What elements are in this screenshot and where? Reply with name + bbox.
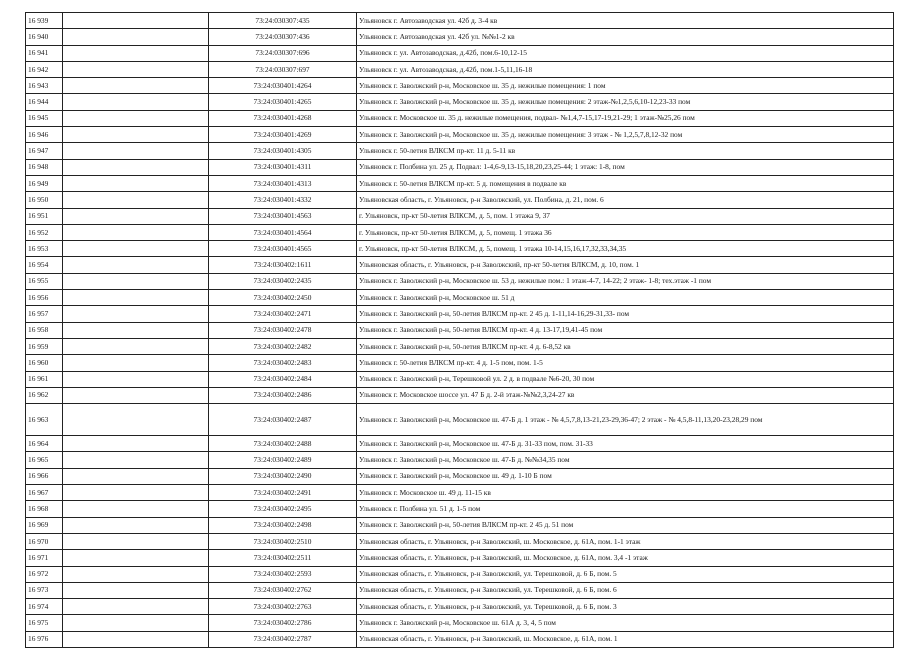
cadastral-number: 73:24:030402:2495 [209, 501, 357, 517]
address: Ульяновск г. ул. Автозаводская, д.42б, пом.1-5,11,16-18 [357, 61, 894, 77]
empty-cell [63, 45, 209, 61]
row-number: 16 945 [26, 110, 63, 126]
address: Ульяновская область, г. Ульяновск, р-н Заволжский, ш. Московское, д. 61А, пом. 1 [357, 631, 894, 647]
address: Ульяновск г. Заволжский р-н, Московское ш. 35 д. нежилые помещения: 2 этаж-№1,2,5,6,10-12,23-33 пом [357, 94, 894, 110]
empty-cell [63, 599, 209, 615]
cadastral-number: 73:24:030402:2491 [209, 485, 357, 501]
row-number: 16 975 [26, 615, 63, 631]
address: Ульяновская область, г. Ульяновск, р-н Заволжский, ул. Полбина, д. 21, пом. 6 [357, 192, 894, 208]
address: Ульяновск г. 50-летия ВЛКСМ пр-кт. 11 д. 5-11 кв [357, 143, 894, 159]
row-number: 16 956 [26, 290, 63, 306]
table-row [26, 501, 894, 517]
row-number: 16 942 [26, 61, 63, 77]
address: Ульяновск г. Московское шоссе ул. 47 Б д. 2-й этаж-№№2,3,24-27 кв [357, 387, 894, 403]
row-number: 16 944 [26, 94, 63, 110]
cadastral-number: 73:24:030307:696 [209, 45, 357, 61]
row-number: 16 966 [26, 468, 63, 484]
cadastral-number: 73:24:030401:4332 [209, 192, 357, 208]
table-row [26, 127, 894, 143]
empty-cell [63, 371, 209, 387]
table-row [26, 175, 894, 191]
cadastral-number: 73:24:030307:697 [209, 61, 357, 77]
table-row [26, 159, 894, 175]
table-row [26, 110, 894, 126]
table-row [26, 290, 894, 306]
cadastral-number: 73:24:030402:1611 [209, 257, 357, 273]
cadastral-number: 73:24:030402:2478 [209, 322, 357, 338]
address: г. Ульяновск, пр-кт 50-летия ВЛКСМ, д. 5, помещ. 1 этажа 10-14,15,16,17,32,33,34,35 [357, 241, 894, 257]
cadastral-number: 73:24:030401:4268 [209, 110, 357, 126]
address: Ульяновская область, г. Ульяновск, р-н Заволжский, ш. Московское, д. 61А, пом. 3,4 -1 этаж [357, 550, 894, 566]
empty-cell [63, 322, 209, 338]
empty-cell [63, 94, 209, 110]
table-row [26, 599, 894, 615]
table-row [26, 78, 894, 94]
empty-cell [63, 192, 209, 208]
cadastral-number: 73:24:030402:2484 [209, 371, 357, 387]
cadastral-number: 73:24:030402:2488 [209, 436, 357, 452]
cadastral-number: 73:24:030402:2487 [209, 404, 357, 436]
empty-cell [63, 550, 209, 566]
table-row [26, 322, 894, 338]
row-number: 16 955 [26, 273, 63, 289]
empty-cell [63, 501, 209, 517]
empty-cell [63, 436, 209, 452]
address: Ульяновск г. ул. Автозаводская, д.42б, пом.6-10,12-15 [357, 45, 894, 61]
table-row [26, 224, 894, 240]
table-row [26, 257, 894, 273]
address: Ульяновск г. 50-летия ВЛКСМ пр-кт. 4 д. 1-5 пом, пом. 1-5 [357, 355, 894, 371]
cadastral-number: 73:24:030402:2593 [209, 566, 357, 582]
cadastral-number: 73:24:030402:2786 [209, 615, 357, 631]
address: Ульяновск г. Заволжский р-н, Московское ш. 35 д. нежилые помещения: 3 этаж - № 1,2,5,7,8,12-32 пом [357, 127, 894, 143]
table-row [26, 29, 894, 45]
cadastral-number: 73:24:030402:2498 [209, 517, 357, 533]
row-number: 16 943 [26, 78, 63, 94]
row-number: 16 948 [26, 159, 63, 175]
address: Ульяновская область, г. Ульяновск, р-н Заволжский, ул. Терешковой, д. 6 Б, пом. 5 [357, 566, 894, 582]
cadastral-number: 73:24:030402:2486 [209, 387, 357, 403]
empty-cell [63, 582, 209, 598]
table-row [26, 192, 894, 208]
cadastral-number: 73:24:030401:4264 [209, 78, 357, 94]
address: Ульяновск г. Заволжский р-н, Московское ш. 47-Б д. №№34,35 пом [357, 452, 894, 468]
cadastral-number: 73:24:030402:2450 [209, 290, 357, 306]
cadastral-number: 73:24:030401:4563 [209, 208, 357, 224]
cadastral-number: 73:24:030401:4313 [209, 175, 357, 191]
cadastral-number: 73:24:030402:2482 [209, 338, 357, 354]
cadastral-number: 73:24:030401:4565 [209, 241, 357, 257]
row-number: 16 954 [26, 257, 63, 273]
empty-cell [63, 29, 209, 45]
cadastral-number: 73:24:030401:4265 [209, 94, 357, 110]
row-number: 16 953 [26, 241, 63, 257]
address: Ульяновск г. Заволжский р-н, Московское ш. 51 д [357, 290, 894, 306]
cadastral-number: 73:24:030402:2510 [209, 533, 357, 549]
address: г. Ульяновск, пр-кт 50-летия ВЛКСМ, д. 5, помещ. 1 этажа 36 [357, 224, 894, 240]
row-number: 16 957 [26, 306, 63, 322]
empty-cell [63, 143, 209, 159]
row-number: 16 941 [26, 45, 63, 61]
empty-cell [63, 290, 209, 306]
table-row [26, 566, 894, 582]
row-number: 16 958 [26, 322, 63, 338]
cadastral-number: 73:24:030402:2435 [209, 273, 357, 289]
cadastral-number: 73:24:030402:2511 [209, 550, 357, 566]
table-row [26, 468, 894, 484]
address: Ульяновск г. Заволжский р-н, Московское ш. 61А д. 3, 4, 5 пом [357, 615, 894, 631]
row-number: 16 963 [26, 404, 63, 436]
cadastral-number: 73:24:030402:2489 [209, 452, 357, 468]
table-row [26, 45, 894, 61]
empty-cell [63, 468, 209, 484]
row-number: 16 949 [26, 175, 63, 191]
address: Ульяновск г. Автозаводская ул. 42б д. 3-4 кв [357, 13, 894, 29]
table-row [26, 306, 894, 322]
row-number: 16 946 [26, 127, 63, 143]
address: Ульяновск г. Заволжский р-н, Московское ш. 49 д. 1-10 Б пом [357, 468, 894, 484]
table-row [26, 94, 894, 110]
address: Ульяновск г. Заволжский р-н, Терешковой ул. 2 д. в подвале №6-20, 30 пом [357, 371, 894, 387]
address: Ульяновск г. Заволжский р-н, Московское ш. 47-Б д. 1 этаж - № 4,5,7,8,13-21,23-29,36-47; 2 этаж - № 4,5,8-11,13,20-23,28,29 пом [357, 404, 894, 436]
table-row [26, 631, 894, 647]
row-number: 16 971 [26, 550, 63, 566]
empty-cell [63, 110, 209, 126]
table-row [26, 436, 894, 452]
row-number: 16 965 [26, 452, 63, 468]
address: Ульяновская область, г. Ульяновск, р-н Заволжский, ш. Московское, д. 61А, пом. 1-1 этаж [357, 533, 894, 549]
cadastral-number: 73:24:030401:4564 [209, 224, 357, 240]
address: Ульяновская область, г. Ульяновск, р-н Заволжский, ул. Терешковой, д. 6 Б, пом. 3 [357, 599, 894, 615]
cadastral-number: 73:24:030402:2471 [209, 306, 357, 322]
table-row [26, 273, 894, 289]
table-row [26, 485, 894, 501]
empty-cell [63, 257, 209, 273]
table-row [26, 371, 894, 387]
empty-cell [63, 208, 209, 224]
row-number: 16 960 [26, 355, 63, 371]
table-row [26, 404, 894, 436]
cadastral-number: 73:24:030402:2787 [209, 631, 357, 647]
empty-cell [63, 631, 209, 647]
table-row [26, 582, 894, 598]
cadastral-number: 73:24:030307:435 [209, 13, 357, 29]
empty-cell [63, 13, 209, 29]
address: Ульяновск г. Автозаводская ул. 42б ул. №№1-2 кв [357, 29, 894, 45]
address: Ульяновск г. Заволжский р-н, 50-летия ВЛКСМ пр-кт. 4 д. 13-17,19,41-45 пом [357, 322, 894, 338]
row-number: 16 961 [26, 371, 63, 387]
row-number: 16 974 [26, 599, 63, 615]
table-row [26, 517, 894, 533]
empty-cell [63, 452, 209, 468]
table-row [26, 387, 894, 403]
empty-cell [63, 175, 209, 191]
table-row [26, 452, 894, 468]
cadastral-number: 73:24:030402:2763 [209, 599, 357, 615]
row-number: 16 969 [26, 517, 63, 533]
table-row [26, 615, 894, 631]
row-number: 16 947 [26, 143, 63, 159]
empty-cell [63, 338, 209, 354]
cadastral-number: 73:24:030402:2483 [209, 355, 357, 371]
address: Ульяновск г. Заволжский р-н, Московское ш. 47-Б д. 31-33 пом, пом. 31-33 [357, 436, 894, 452]
table-row [26, 241, 894, 257]
address: Ульяновск г. Полбина ул. 25 д. Подвал: 1-4,6-9,13-15,18,20,23,25-44; 1 этаж: 1-8, пом [357, 159, 894, 175]
table-body [26, 13, 894, 648]
address: Ульяновск г. Заволжский р-н, 50-летия ВЛКСМ пр-кт. 2 45 д. 51 пом [357, 517, 894, 533]
address: Ульяновск г. 50-летия ВЛКСМ пр-кт. 5 д. помещения в подвале кв [357, 175, 894, 191]
empty-cell [63, 61, 209, 77]
row-number: 16 939 [26, 13, 63, 29]
empty-cell [63, 566, 209, 582]
row-number: 16 950 [26, 192, 63, 208]
address: Ульяновск г. Заволжский р-н, 50-летия ВЛКСМ пр-кт. 4 д. 6-8,52 кв [357, 338, 894, 354]
row-number: 16 962 [26, 387, 63, 403]
row-number: 16 951 [26, 208, 63, 224]
cadastral-table [25, 12, 894, 648]
row-number: 16 952 [26, 224, 63, 240]
row-number: 16 940 [26, 29, 63, 45]
empty-cell [63, 306, 209, 322]
cadastral-number: 73:24:030402:2490 [209, 468, 357, 484]
cadastral-number: 73:24:030401:4311 [209, 159, 357, 175]
table-row [26, 550, 894, 566]
address: Ульяновская область, г. Ульяновск, р-н Заволжский, пр-кт 50-летия ВЛКСМ, д. 10, пом. 1 [357, 257, 894, 273]
row-number: 16 968 [26, 501, 63, 517]
row-number: 16 959 [26, 338, 63, 354]
table-row [26, 338, 894, 354]
address: г. Ульяновск, пр-кт 50-летия ВЛКСМ, д. 5, пом. 1 этажа 9, 37 [357, 208, 894, 224]
empty-cell [63, 485, 209, 501]
cadastral-number: 73:24:030401:4305 [209, 143, 357, 159]
address: Ульяновская область, г. Ульяновск, р-н Заволжский, ул. Терешковой, д. 6 Б, пом. 6 [357, 582, 894, 598]
row-number: 16 970 [26, 533, 63, 549]
row-number: 16 973 [26, 582, 63, 598]
table-row [26, 61, 894, 77]
row-number: 16 964 [26, 436, 63, 452]
table-row [26, 13, 894, 29]
address: Ульяновск г. Полбина ул. 51 д. 1-5 пом [357, 501, 894, 517]
row-number: 16 967 [26, 485, 63, 501]
address: Ульяновск г. Московское ш. 35 д. нежилые помещения, подвал- №1,4,7-15,17-19,21-29; 1 этаж-№25,26 пом [357, 110, 894, 126]
row-number: 16 972 [26, 566, 63, 582]
empty-cell [63, 404, 209, 436]
table-row [26, 143, 894, 159]
cadastral-number: 73:24:030307:436 [209, 29, 357, 45]
empty-cell [63, 241, 209, 257]
empty-cell [63, 159, 209, 175]
empty-cell [63, 127, 209, 143]
empty-cell [63, 533, 209, 549]
cadastral-number: 73:24:030401:4269 [209, 127, 357, 143]
row-number: 16 976 [26, 631, 63, 647]
empty-cell [63, 517, 209, 533]
empty-cell [63, 224, 209, 240]
address: Ульяновск г. Заволжский р-н, Московское ш. 35 д. нежилые помещения: 1 пом [357, 78, 894, 94]
table-row [26, 355, 894, 371]
table-row [26, 208, 894, 224]
table-row [26, 533, 894, 549]
address: Ульяновск г. Заволжский р-н, 50-летия ВЛКСМ пр-кт. 2 45 д. 1-11,14-16,29-31,33- пом [357, 306, 894, 322]
address: Ульяновск г. Заволжский р-н, Московское ш. 53 д. нежилые пом.: 1 этаж-4-7, 14-22; 2 этаж- 1-8; тех.этаж -1 пом [357, 273, 894, 289]
empty-cell [63, 78, 209, 94]
cadastral-number: 73:24:030402:2762 [209, 582, 357, 598]
empty-cell [63, 387, 209, 403]
address: Ульяновск г. Московское ш. 49 д. 11-15 кв [357, 485, 894, 501]
empty-cell [63, 615, 209, 631]
empty-cell [63, 273, 209, 289]
empty-cell [63, 355, 209, 371]
